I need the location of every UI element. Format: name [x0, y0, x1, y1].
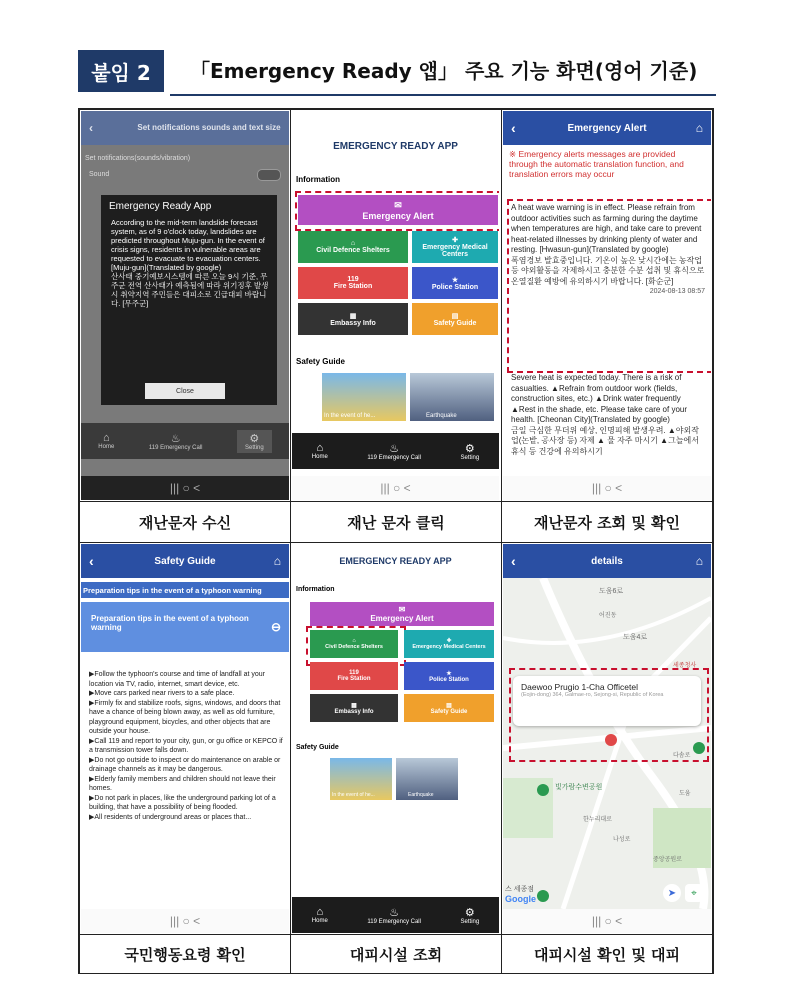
caption-3: 재난문자 조회 및 확인 — [502, 501, 712, 542]
siren-icon: ♨ — [389, 442, 400, 455]
envelope-icon: ✉ — [398, 605, 406, 614]
emergency-alert-label: Emergency Alert — [362, 210, 434, 221]
tab-call-label: 119 Emergency Call — [367, 454, 421, 461]
dialog-body: According to the mid-term landslide forecast system, as of 9 o'clock today, landslides are predicted throughout Muju-gun. In the event of crisis signs, residents in vulnerable areas are requested to evacuate to evacuation centers. [Muju-gun](Translated by google) — [111, 218, 265, 272]
building-icon: ▦ — [349, 312, 357, 320]
settings-title: Set notifications sounds and text size — [137, 123, 281, 132]
tab-home[interactable] — [312, 906, 328, 924]
police-station-tile[interactable] — [412, 267, 498, 299]
safety-guide-label: Safety Guide — [430, 708, 468, 715]
bottom-tab-bar — [81, 423, 289, 459]
system-nav-buttons[interactable]: ||| ○ < — [169, 481, 201, 495]
safety-guide-heading: Safety Guide — [296, 357, 345, 366]
envelope-icon: ✉ — [394, 199, 402, 210]
guide-title: Safety Guide — [154, 555, 216, 567]
screenshot-shelter-map — [503, 544, 711, 933]
tab-home-label: Home — [98, 444, 115, 450]
guide-header — [81, 544, 289, 578]
map-label: 도움4로 — [623, 634, 648, 641]
caption-5: 대피시설 조회 — [291, 934, 501, 973]
map-label: 도움6로 — [599, 588, 624, 595]
embassy-info-label: Embassy Info — [330, 319, 376, 327]
tip-item: ▶Do not park in places, like the underground parking lot of a building, that have a possibility of being flooded. — [89, 794, 276, 811]
safety-guide-tile[interactable] — [404, 694, 494, 722]
sound-toggle[interactable] — [257, 169, 281, 181]
ambulance-icon: ✚ — [446, 638, 452, 644]
embassy-info-label: Embassy Info — [334, 708, 374, 715]
system-nav-buttons[interactable]: ||| ○ < — [591, 481, 623, 495]
caption-1: 재난문자 수신 — [80, 501, 290, 542]
medical-center-tile[interactable] — [404, 630, 494, 658]
sound-label: Sound — [89, 171, 110, 178]
tip-item: ▶Move cars parked near rivers to a safe place. — [89, 690, 235, 697]
system-nav-bar — [81, 476, 289, 500]
map-label: 도움 — [679, 791, 691, 797]
gear-icon: ⚙ — [464, 906, 475, 919]
fire-icon: 119 — [349, 670, 359, 676]
back-icon[interactable]: ‹ — [89, 121, 93, 135]
settings-header — [81, 111, 289, 145]
home-icon: ⌂ — [102, 432, 110, 444]
system-nav-bar — [292, 476, 499, 500]
tab-setting[interactable] — [461, 442, 480, 461]
alert-message-1-en: A heat wave warning is in effect. Please refrain from outdoor activities such as farming during the daytime when temperatures are high, and take care to prevent heat-related illnesses by drinking plenty of water and resting. [Hwasun-gun](Translated by google) — [511, 203, 702, 254]
dialog-title: Emergency Ready App — [109, 201, 212, 212]
tip-item: ▶Firmly fix and stabilize roofs, signs, windows, and doors that have a chance of being blown away, as well as old furniture, playground equipment, bicycles, and other objects that are outside your house. — [89, 699, 281, 735]
gear-icon: ⚙ — [249, 432, 260, 445]
alert-header — [503, 111, 711, 145]
tab-setting-label: Setting — [460, 918, 480, 925]
tip-item: ▶All residents of underground areas or places that... — [89, 813, 252, 821]
tip-item: ▶Call 119 and report to your city, gun, or gu office or KEPCO if a transmission tower falls down. — [89, 737, 283, 754]
police-station-label: Police Station — [429, 676, 469, 683]
system-nav-bar — [81, 909, 289, 933]
alert-message-1-ko: 폭염경보 발효중입니다. 기온이 높은 낮시간에는 농작업 등 야외활동을 자제하시고 충분한 수분 섭취 및 휴식으로 온열질환 예방에 유의하시기 바랍니다. [화순군] — [511, 255, 705, 286]
tab-119-call[interactable] — [367, 442, 421, 461]
emergency-alert-tile[interactable] — [310, 602, 494, 626]
map-label: 빛가람수변공원 — [555, 784, 603, 791]
tab-setting[interactable] — [237, 430, 272, 453]
google-logo: Google — [505, 894, 536, 904]
tab-setting-label: Setting — [245, 444, 264, 451]
guide-card-heat[interactable] — [322, 373, 406, 421]
guide-card-earthquake[interactable] — [410, 373, 494, 421]
home-icon[interactable]: ⌂ — [273, 554, 281, 568]
information-heading: Information — [296, 586, 335, 593]
map-label: 세종청사 — [673, 663, 697, 669]
tab-call-label: 119 Emergency Call — [367, 918, 421, 925]
tab-119-call[interactable] — [149, 432, 203, 451]
alert-title: Emergency Alert — [567, 122, 647, 134]
siren-icon: ♨ — [170, 432, 181, 445]
guide-card-earthquake-label: Earthquake — [408, 792, 434, 798]
guide-card-heat-label: In the event of he... — [324, 413, 376, 419]
screenshot-safety-guide — [81, 544, 289, 933]
maps-app-icon[interactable]: ⌖ — [685, 884, 703, 902]
fire-icon: 119 — [347, 276, 359, 283]
building-icon: ▦ — [351, 702, 357, 709]
badge-icon: ★ — [446, 670, 452, 677]
home-icon[interactable]: ⌂ — [695, 554, 703, 568]
tips-list — [89, 670, 283, 910]
appendix-badge: 붙임 2 — [78, 50, 164, 92]
guide-card-heat[interactable] — [330, 758, 392, 800]
close-button[interactable]: Close — [145, 383, 225, 399]
guide-card-earthquake-label: Earthquake — [426, 413, 457, 419]
shelter-icon: ⌂ — [350, 240, 356, 247]
app-title: EMERGENCY READY APP — [333, 141, 458, 152]
dialog-body-korean: 산사태 중기예보시스템에 따른 오늘 9시 기준, 무주군 전역 산사태가 예측됨에 따라 위기징후 발생 시 취약지역 주민들은 대피소로 긴급대피 바랍니다. [무주군] — [111, 272, 269, 308]
tip-item: ▶Follow the typhoon's course and time of landfall at your location via TV, radio, internet, smart device, etc. — [89, 671, 265, 688]
caption-6: 대피시설 확인 및 대피 — [502, 934, 712, 973]
back-icon[interactable]: ‹ — [511, 553, 516, 569]
embassy-info-tile[interactable] — [310, 694, 398, 722]
embassy-info-tile[interactable] — [298, 303, 408, 335]
map-label: 어진동 — [599, 613, 617, 619]
back-icon[interactable]: ‹ — [89, 553, 94, 569]
alert-date: 2024-08-13 08:57 — [649, 288, 705, 295]
page-title: 「Emergency Ready 앱」 주요 기능 화면(영어 기준) — [190, 59, 698, 83]
highlight-box — [295, 191, 499, 231]
tip-item: ▶Do not go outside to inspect or do maintenance on arable or drainage channels as it may be dangerous. — [89, 756, 281, 773]
emergency-alert-label: Emergency Alert — [370, 614, 434, 623]
home-icon[interactable]: ⌂ — [695, 121, 703, 135]
alert-message-1[interactable] — [511, 203, 705, 298]
title-underline — [170, 94, 716, 96]
map-header — [503, 544, 711, 578]
map-label: 나성로 — [613, 837, 631, 843]
guide-card[interactable] — [81, 602, 289, 652]
guide-banner: Preparation tips in the event of a typhoon warning — [81, 582, 289, 598]
safety-guide-tile[interactable] — [412, 303, 498, 335]
medical-center-label: Emergency Medical Centers — [412, 644, 486, 650]
place-address: (Eojin-dong) 364, Galmae-ro, Sejong-si, Republic of Korea — [521, 692, 664, 698]
siren-icon: ♨ — [389, 906, 400, 919]
gear-icon: ⚙ — [464, 442, 475, 455]
medical-center-label: Emergency Medical Centers — [422, 244, 488, 258]
back-icon[interactable]: ‹ — [511, 120, 516, 136]
book-icon: ▤ — [446, 702, 452, 709]
screenshot-grid — [78, 108, 714, 974]
safety-guide-label: Safety Guide — [433, 319, 477, 327]
alert-message-2-en: Severe heat is expected today. There is a risk of casualties. ▲Refrain from outdoor work (fields, construction sites, etc.) ▲Drink water frequently ▲Rest in the shade, etc. Please take care of your health. [Cheonan City](Translated by google) — [511, 373, 688, 424]
medical-center-tile[interactable] — [412, 231, 498, 263]
map-title: details — [591, 555, 623, 567]
civil-defence-label: Civil Defence Shelters — [325, 644, 383, 650]
civil-defence-label: Civil Defence Shelters — [316, 247, 390, 254]
alert-message-2-ko: 금일 극심한 무더위 예상, 인명피해 발생우려. ▲야외작업(논밭, 공사장 등) 자제 ▲ 물 자주 마시기 ▲그늘에서 휴식 등 건강에 유의하시기 — [511, 425, 699, 456]
map-label: 다솜로 — [673, 753, 691, 759]
guide-card-title: Preparation tips in the event of a typhoon warning — [91, 614, 249, 632]
system-nav-bar — [503, 476, 711, 500]
civil-defence-tile[interactable] — [298, 231, 408, 263]
safety-guide-heading: Safety Guide — [296, 744, 339, 751]
tip-item: ▶Elderly family members and children should not leave their homes. — [89, 775, 276, 792]
map-label: 중앙공원로 — [653, 857, 682, 863]
tab-setting[interactable] — [461, 906, 480, 925]
tab-home[interactable] — [98, 432, 114, 450]
guide-card-heat-label: In the event of he... — [332, 792, 375, 798]
highlight-box — [306, 626, 406, 666]
translation-notice: ※ Emergency alerts messages are provided through the automatic translation function, and translation errors may occur — [509, 149, 684, 179]
police-station-label: Police Station — [431, 283, 479, 291]
information-heading: Information — [296, 175, 340, 184]
highlight-box — [509, 668, 709, 762]
bottom-tab-bar — [292, 897, 499, 933]
system-nav-buttons[interactable]: ||| ○ < — [591, 914, 623, 928]
fire-station-label: Fire Station — [337, 676, 371, 682]
app-title: EMERGENCY READY APP — [339, 556, 452, 566]
ambulance-icon: ✚ — [452, 237, 458, 244]
home-icon: ⌂ — [316, 906, 324, 918]
bottom-tab-bar — [292, 433, 499, 469]
system-nav-buttons[interactable]: ||| ○ < — [380, 481, 411, 495]
tab-home-label: Home — [311, 454, 328, 460]
alert-message-2[interactable] — [511, 373, 705, 473]
badge-icon: ★ — [451, 276, 459, 284]
screenshot-alert-list — [503, 111, 711, 500]
book-icon: ▤ — [451, 312, 459, 320]
place-name: Daewoo Prugio 1-Cha Officetel — [521, 682, 639, 692]
tab-setting-label: Setting — [460, 454, 480, 461]
system-nav-bar — [503, 909, 711, 933]
directions-icon[interactable]: ➤ — [663, 884, 681, 902]
system-nav-buttons[interactable]: ||| ○ < — [169, 914, 201, 928]
collapse-icon[interactable]: ⊖ — [270, 620, 281, 634]
tab-119-call[interactable] — [367, 906, 421, 925]
section-label: Set notifications(sounds/vibration) — [85, 155, 191, 162]
fire-station-tile[interactable] — [310, 662, 398, 690]
fire-station-label: Fire Station — [333, 283, 373, 290]
home-icon: ⌂ — [316, 442, 324, 454]
map-label: 한누리대로 — [583, 817, 612, 823]
caption-4: 국민행동요령 확인 — [80, 934, 290, 973]
tab-home[interactable] — [312, 442, 328, 460]
guide-card-earthquake[interactable] — [396, 758, 458, 800]
police-station-tile[interactable] — [404, 662, 494, 690]
caption-2: 재난 문자 클릭 — [291, 501, 501, 542]
screenshot-shelter-search — [292, 544, 499, 933]
alert-dialog — [101, 195, 277, 405]
screenshot-menu-click — [292, 111, 499, 500]
tab-home-label: Home — [311, 918, 328, 924]
tab-call-label: 119 Emergency Call — [148, 444, 203, 451]
shelter-icon: ⌂ — [352, 638, 356, 644]
fire-station-tile[interactable] — [298, 267, 408, 299]
map-label: 스 세종점 — [505, 886, 534, 893]
screenshot-notification — [81, 111, 289, 500]
